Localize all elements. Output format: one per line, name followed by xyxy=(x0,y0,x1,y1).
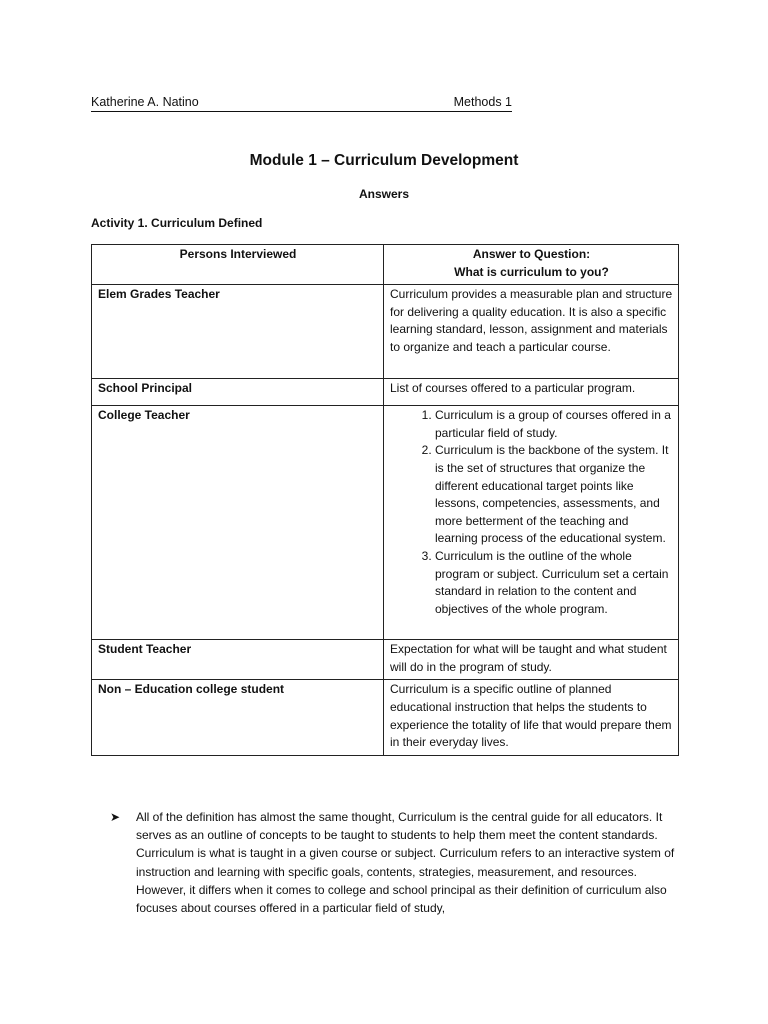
person-cell: Non – Education college student xyxy=(92,680,384,755)
answer-text: List of courses offered to a particular program. xyxy=(390,380,636,395)
answer-cell xyxy=(384,285,679,378)
list-item: 2. Curriculum is the backbone of the system. It is the set of structures that organize the different educational target points like lessons, competencies, assessments, and more betterment of the teaching and learning process of the educational system. xyxy=(435,442,673,548)
course-name: Methods 1 xyxy=(453,95,512,109)
table-row xyxy=(92,680,679,755)
answer-text: Curriculum is a specific outline of planned educational instruction that helps the students to experience the totality of life that would prepare them in their everyday lives. xyxy=(390,682,672,750)
arrowhead-bullet-icon: ➤ xyxy=(110,810,121,824)
answer-cell xyxy=(384,680,679,755)
person-cell: School Principal xyxy=(92,378,384,406)
activity-heading: Activity 1. Curriculum Defined xyxy=(91,216,263,230)
summary-text: All of the definition has almost the same thought, Curriculum is the central guide for all educators. It serves as an outline of concepts to be taught to students to help them meet the content standards. Curriculum is what is taught in a given course or subject. Curriculum refers to an interactive system of instruction and learning with specific goals, contents, strategies, measurement, and resources. However, it differs when it comes to college and school principal as their definition of curriculum also focuses about courses offered in a particular field of study, xyxy=(136,810,675,916)
header-answer xyxy=(384,245,679,285)
answer-text: Curriculum provides a measurable plan and structure for delivering a quality education. It is also a specific learning standard, lesson, assignment and materials to organize and teach a particular course. xyxy=(390,287,673,354)
interview-table xyxy=(91,244,679,756)
header-answer-line1: Answer to Question: xyxy=(472,247,591,261)
person-cell: Student Teacher xyxy=(92,640,384,680)
author-name: Katherine A. Natino xyxy=(91,95,199,109)
list-item: 1. Curriculum is a group of courses offered in a particular field of study. xyxy=(435,407,673,442)
table-row xyxy=(92,285,679,378)
table-row xyxy=(92,378,679,406)
page-subtitle: Answers xyxy=(358,187,410,201)
header-answer-line2: What is curriculum to you? xyxy=(454,264,609,279)
person-cell: Elem Grades Teacher xyxy=(92,285,384,378)
answer-text: Expectation for what will be taught and what student will do in the program of study. xyxy=(390,642,667,674)
list-item: 3. Curriculum is the outline of the whole program or subject. Curriculum set a certain standard in relation to the content and objectives of the whole program. xyxy=(435,548,673,618)
table-row xyxy=(92,406,679,640)
table-row xyxy=(92,640,679,680)
table-header-row xyxy=(92,245,679,285)
answer-cell xyxy=(384,378,679,406)
header-persons: Persons Interviewed xyxy=(92,245,384,285)
answer-cell xyxy=(384,406,679,640)
answer-list xyxy=(390,407,673,618)
document-header xyxy=(91,93,512,112)
summary-paragraph xyxy=(110,808,680,917)
answer-cell xyxy=(384,640,679,680)
page-title: Module 1 – Curriculum Development xyxy=(249,152,519,169)
person-cell: College Teacher xyxy=(92,406,384,640)
